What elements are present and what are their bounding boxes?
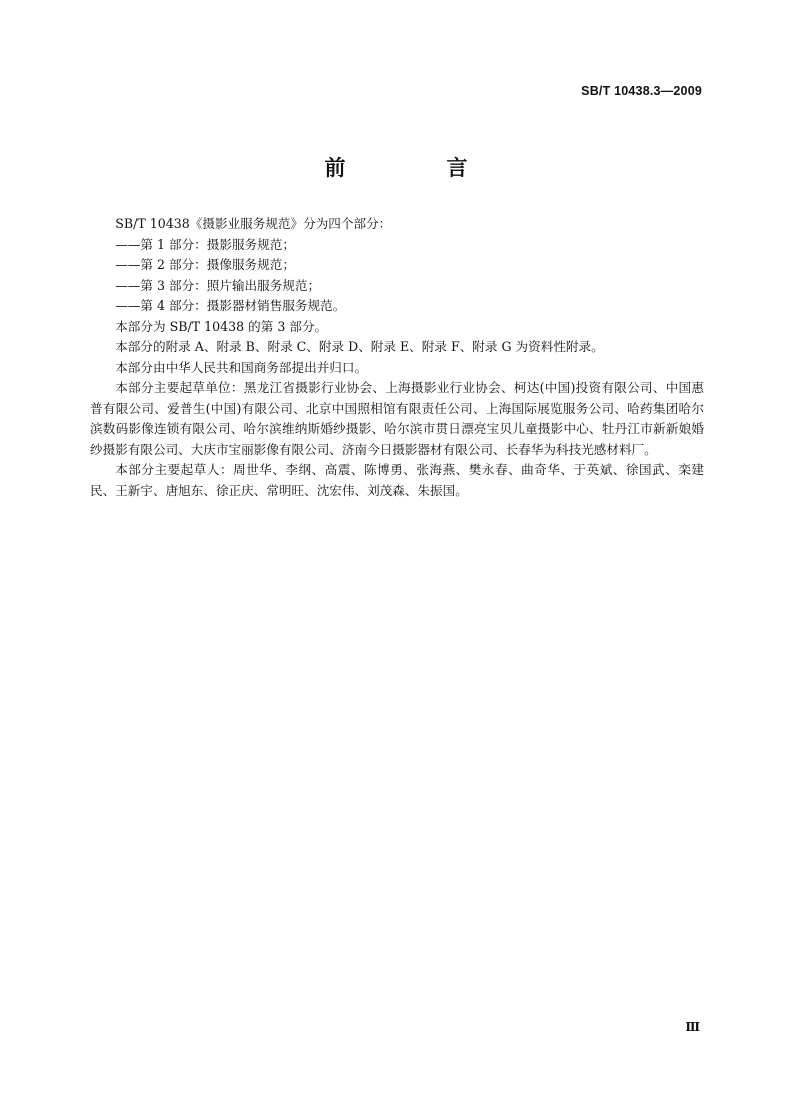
standard-number: SB/T 10438.3—2009 xyxy=(581,84,702,98)
part-list-item: ——第 3 部分：照片输出服务规范； xyxy=(115,277,321,293)
part-list-item: ——第 1 部分：摄影服务规范； xyxy=(115,236,295,252)
part-list-item: ——第 2 部分：摄像服务规范； xyxy=(115,257,295,272)
intro-paragraph: SB/T 10438《摄影业服务规范》分为四个部分： xyxy=(115,216,392,231)
foreword-body xyxy=(90,214,704,501)
part-list-item: ——第 4 部分：摄影器材销售服务规范。 xyxy=(115,298,346,313)
page-title: 前 言 xyxy=(324,156,508,180)
paragraph-proposer: 本部分由中华人民共和国商务部提出并归口。 xyxy=(115,359,368,375)
paragraph-annexes: 本部分的附录 A、附录 B、附录 C、附录 D、附录 E、附录 F、附录 G 为资料性附录。 xyxy=(115,339,604,354)
paragraph-drafting-units: 本部分主要起草单位：黑龙江省摄影行业协会、上海摄影业行业协会、柯达(中国)投资有限公司、中国惠普有限公司、爱普生(中国)有限公司、北京中国照相馆有限责任公司、上海国际展览服务公司、哈药集团哈尔滨数码影像连锁有限公司、哈尔滨维纳斯婚纱摄影、哈尔滨市贯日漂亮宝贝儿童摄影中心、牡丹江市新新娘婚纱摄影有限公司、大庆市宝丽影像有限公司、济南今日摄影器材有限公司、长春华为科技光感材料厂。 xyxy=(90,380,704,457)
paragraph-drafters: 本部分主要起草人：周世华、李纲、高震、陈博勇、张海燕、樊永春、曲奇华、于英斌、徐国武、栾建民、王新宇、唐旭东、徐正庆、常明旺、沈宏伟、刘茂森、朱振国。 xyxy=(90,462,704,498)
page-number: Ⅲ xyxy=(685,1020,700,1034)
paragraph-part-designation: 本部分为 SB/T 10438 的第 3 部分。 xyxy=(115,318,328,334)
